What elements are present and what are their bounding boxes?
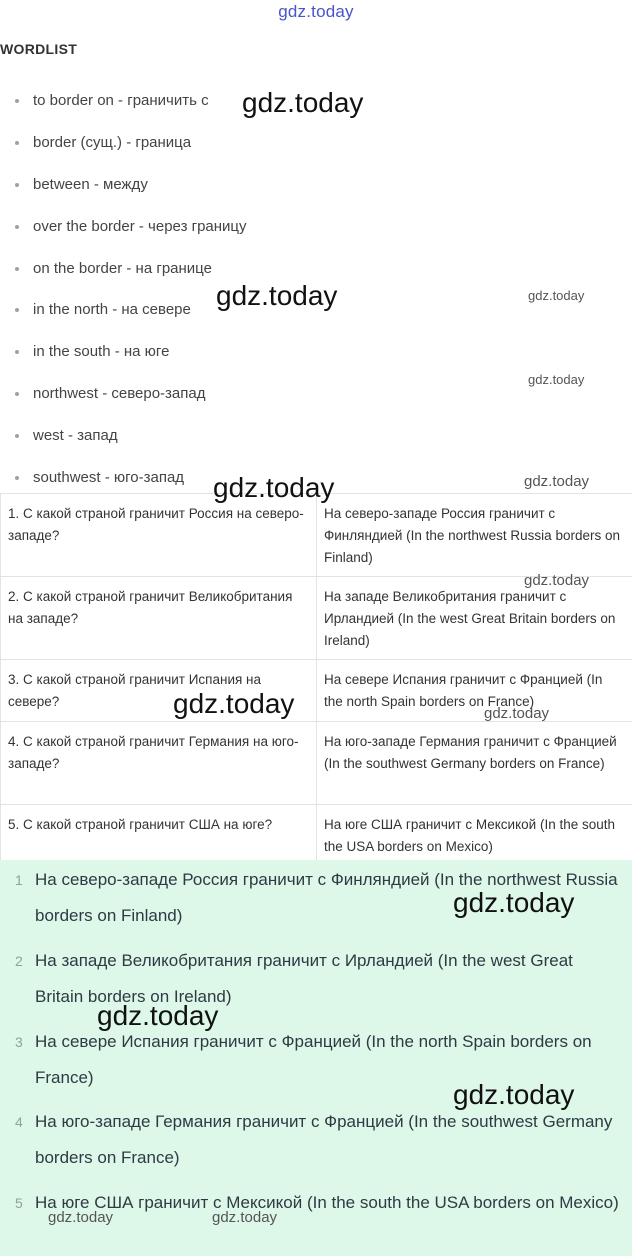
item-number: 3 [15, 1034, 23, 1050]
list-item-text: in the south - на юге [33, 343, 170, 361]
bullet-icon [15, 308, 19, 312]
list-item-text: between - между [33, 175, 148, 193]
answers-block [0, 860, 632, 1256]
table-row [1, 722, 632, 805]
watermark: gdz.today [97, 1000, 219, 1031]
bullet-icon [15, 350, 19, 354]
answer-text: На северо-западе Россия граничит с Финляндией (In the northwest Russia borders on Finland) [35, 870, 618, 925]
bullet-icon [15, 183, 19, 187]
watermark: gdz.today [524, 572, 590, 589]
bullet-icon [15, 392, 19, 396]
watermark: gdz.today [524, 473, 590, 490]
bullet-icon [15, 267, 19, 271]
question-cell: 5. С какой страной граничит США на юге? [1, 805, 317, 864]
watermark: gdz.today [216, 280, 338, 311]
answer-cell: На юго-западе Германия граничит с Францией (In the southwest Germany borders on France) [317, 722, 632, 805]
list-item-text: in the north - на севере [33, 301, 191, 319]
list-item-text: west - запад [33, 427, 118, 445]
watermark: gdz.today [453, 1079, 575, 1110]
bullet-icon [15, 225, 19, 229]
answer-text: На юге США граничит с Мексикой (In the south the USA borders on Mexico) [35, 1193, 619, 1212]
list-item [0, 334, 632, 376]
watermark: gdz.today [484, 705, 550, 722]
bullet-icon [15, 434, 19, 438]
list-item [0, 167, 632, 209]
watermark: gdz.today [48, 1209, 114, 1226]
site-logo[interactable]: gdz.today [278, 2, 354, 21]
list-item-text: on the border - на границе [33, 259, 212, 277]
bullet-icon [15, 476, 19, 480]
watermark: gdz.today [213, 472, 335, 503]
list-item-text: southwest - юго-запад [33, 469, 185, 487]
item-number: 1 [15, 872, 23, 888]
question-cell: 3. С какой страной граничит Испания на севере? [1, 660, 317, 722]
item-number: 5 [15, 1195, 23, 1211]
qa-table [0, 493, 632, 864]
answer-cell: На юге США граничит с Мексикой (In the south the USA borders on Mexico) [317, 805, 632, 864]
answer-cell: На северо-западе Россия граничит с Финляндией (In the northwest Russia borders on Finland) [317, 494, 632, 577]
question-cell: 4. С какой страной граничит Германия на юго-западе? [1, 722, 317, 805]
wordlist-title: WORDLIST [0, 41, 78, 57]
watermark: gdz.today [453, 887, 575, 918]
watermark: gdz.today [212, 1209, 278, 1226]
bullet-icon [15, 99, 19, 103]
watermark: gdz.today [173, 688, 295, 719]
table-row [1, 494, 632, 577]
list-item-text: to border on - граничить с [33, 92, 209, 109]
table-row [1, 805, 632, 864]
item-number: 4 [15, 1114, 23, 1130]
answer-text: На юго-западе Германия граничит с Францией (In the southwest Germany borders on France) [35, 1112, 613, 1167]
answer-cell: На западе Великобритания граничит с Ирландией (In the west Great Britain borders on Ireland) [317, 577, 632, 660]
question-cell: 2. С какой страной граничит Великобритания на западе? [1, 577, 317, 660]
question-cell: 1. С какой страной граничит Россия на северо-западе? [1, 494, 317, 577]
list-item-text: border (сущ.) - граница [33, 133, 192, 151]
list-item-text: northwest - северо-запад [33, 385, 206, 403]
list-item [0, 418, 632, 460]
list-item-text: over the border - через границу [33, 217, 247, 235]
item-number: 2 [15, 953, 23, 969]
watermark: gdz.today [528, 372, 585, 387]
list-item [0, 125, 632, 167]
watermark: gdz.today [242, 87, 364, 118]
answer-text: На севере Испания граничит с Францией (In the north Spain borders on France) [35, 1032, 592, 1087]
answer-cell: На севере Испания граничит с Францией (In the north Spain borders on France) [317, 660, 632, 722]
list-item [0, 209, 632, 251]
watermark: gdz.today [528, 288, 585, 303]
answer-text: На западе Великобритания граничит с Ирландией (In the west Great Britain borders on Ireland) [35, 951, 573, 1006]
bullet-icon [15, 141, 19, 145]
